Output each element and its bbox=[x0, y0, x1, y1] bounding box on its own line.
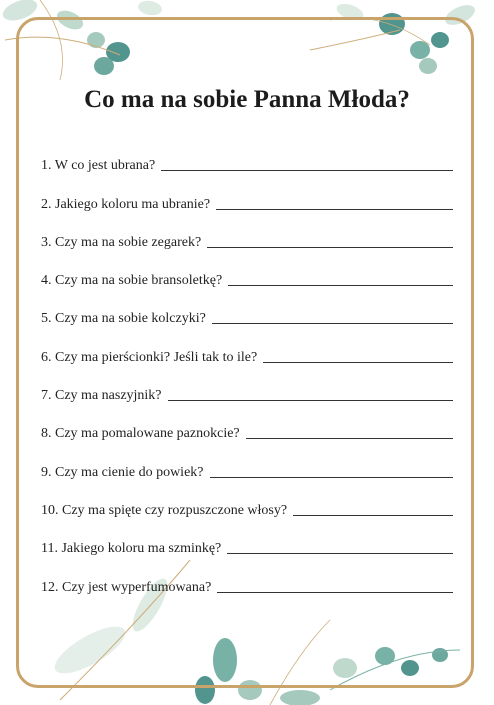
question-row bbox=[41, 533, 453, 571]
question-row bbox=[41, 418, 453, 456]
answer-line bbox=[293, 515, 453, 516]
answer-line bbox=[207, 247, 453, 248]
question-text: 7. Czy ma naszyjnik? bbox=[41, 388, 162, 404]
question-text: 4. Czy ma na sobie bransoletkę? bbox=[41, 273, 223, 289]
question-text: 1. W co jest ubrana? bbox=[41, 158, 156, 174]
answer-line bbox=[263, 362, 453, 363]
question-list bbox=[41, 150, 453, 610]
answer-line bbox=[228, 285, 453, 286]
answer-line bbox=[217, 592, 453, 593]
question-row bbox=[41, 227, 453, 265]
answer-line bbox=[168, 400, 453, 401]
answer-line bbox=[210, 477, 453, 478]
question-text: 6. Czy ma pierścionki? Jeśli tak to ile? bbox=[41, 349, 258, 365]
question-row bbox=[41, 303, 453, 341]
question-row bbox=[41, 495, 453, 533]
question-row bbox=[41, 188, 453, 226]
question-row bbox=[41, 150, 453, 188]
question-row bbox=[41, 380, 453, 418]
question-row bbox=[41, 571, 453, 609]
question-text: 11. Jakiego koloru ma szminkę? bbox=[41, 541, 222, 557]
answer-line bbox=[246, 438, 453, 439]
question-text: 12. Czy jest wyperfumowana? bbox=[41, 579, 212, 595]
question-text: 2. Jakiego koloru ma ubranie? bbox=[41, 196, 211, 212]
answer-line bbox=[227, 553, 453, 554]
question-text: 3. Czy ma na sobie zegarek? bbox=[41, 234, 202, 250]
question-row bbox=[41, 456, 453, 494]
question-text: 8. Czy ma pomalowane paznokcie? bbox=[41, 426, 240, 442]
answer-line bbox=[212, 323, 453, 324]
question-text: 5. Czy ma na sobie kolczyki? bbox=[41, 311, 206, 327]
question-row bbox=[41, 265, 453, 303]
page-title: Co ma na sobie Panna Młoda? bbox=[84, 86, 410, 113]
question-text: 10. Czy ma spięte czy rozpuszczone włosy? bbox=[41, 502, 288, 518]
question-text: 9. Czy ma cienie do powiek? bbox=[41, 464, 204, 480]
answer-line bbox=[161, 170, 453, 171]
answer-line bbox=[216, 209, 453, 210]
question-row bbox=[41, 341, 453, 379]
